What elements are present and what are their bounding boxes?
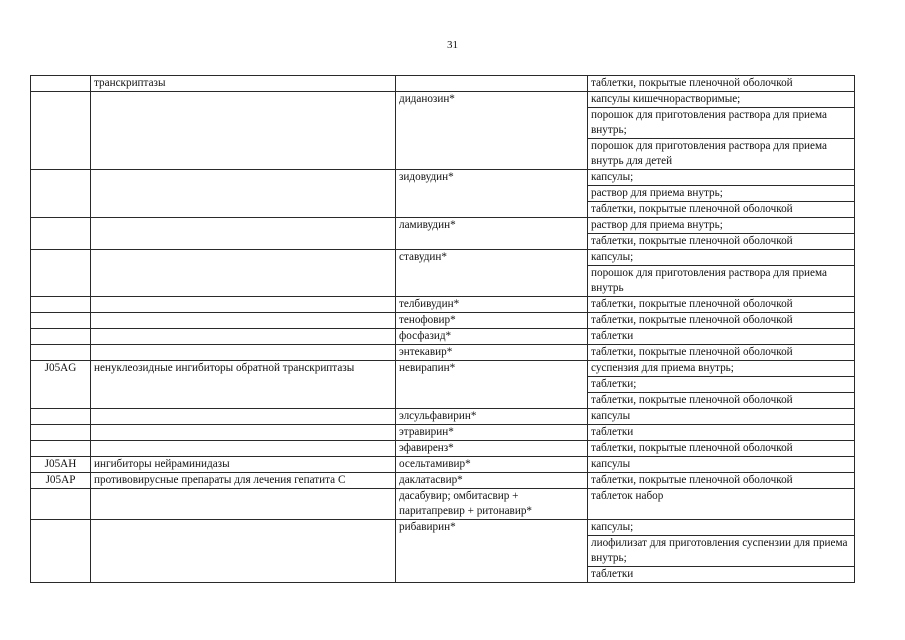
dosage-form-cell: капсулы: [588, 409, 855, 425]
dosage-form-cell: порошок для приготовления раствора для приема внутрь;: [588, 108, 855, 139]
atc-code-cell: [31, 489, 91, 520]
drug-name-cell: телбивудин*: [396, 297, 588, 313]
group-name-cell: [91, 218, 396, 250]
group-name-cell: транскриптазы: [91, 76, 396, 92]
group-name-cell: [91, 520, 396, 583]
table-row: [31, 345, 855, 361]
group-name-cell: [91, 409, 396, 425]
table-row: [31, 441, 855, 457]
drug-name-cell: этравирин*: [396, 425, 588, 441]
dosage-form-cell: капсулы;: [588, 170, 855, 186]
table-row: [31, 76, 855, 92]
dosage-form-cell: таблетки, покрытые пленочной оболочкой: [588, 441, 855, 457]
atc-code-cell: [31, 329, 91, 345]
table-row: [31, 92, 855, 108]
table-row: [31, 170, 855, 186]
dosage-form-cell: таблетки, покрытые пленочной оболочкой: [588, 345, 855, 361]
dosage-form-cell: таблетки, покрытые пленочной оболочкой: [588, 313, 855, 329]
dosage-form-cell: таблетки, покрытые пленочной оболочкой: [588, 473, 855, 489]
drug-name-cell: даклатасвир*: [396, 473, 588, 489]
dosage-form-cell: таблетки, покрытые пленочной оболочкой: [588, 234, 855, 250]
atc-code-cell: [31, 409, 91, 425]
dosage-form-cell: таблетки: [588, 425, 855, 441]
dosage-form-cell: таблетки, покрытые пленочной оболочкой: [588, 393, 855, 409]
atc-code-cell: [31, 441, 91, 457]
group-name-cell: противовирусные препараты для лечения гепатита С: [91, 473, 396, 489]
dosage-form-cell: таблетки, покрытые пленочной оболочкой: [588, 202, 855, 218]
table-row: [31, 457, 855, 473]
atc-code-cell: [31, 345, 91, 361]
table-row: [31, 313, 855, 329]
drug-name-cell: элсульфавирин*: [396, 409, 588, 425]
atc-code-cell: J05AH: [31, 457, 91, 473]
atc-code-cell: [31, 313, 91, 329]
group-name-cell: [91, 313, 396, 329]
dosage-form-cell: капсулы кишечнорастворимые;: [588, 92, 855, 108]
dosage-form-cell: таблетки, покрытые пленочной оболочкой: [588, 76, 855, 92]
dosage-form-cell: суспензия для приема внутрь;: [588, 361, 855, 377]
drug-name-cell: осельтамивир*: [396, 457, 588, 473]
atc-code-cell: J05AP: [31, 473, 91, 489]
group-name-cell: [91, 425, 396, 441]
group-name-cell: ненуклеозидные ингибиторы обратной транскриптазы: [91, 361, 396, 409]
drug-name-cell: тенофовир*: [396, 313, 588, 329]
drug-name-cell: зидовудин*: [396, 170, 588, 218]
drug-name-cell: [396, 76, 588, 92]
drug-name-cell: рибавирин*: [396, 520, 588, 583]
drug-name-cell: невирапин*: [396, 361, 588, 409]
drug-name-cell: диданозин*: [396, 92, 588, 170]
table-row: [31, 297, 855, 313]
atc-code-cell: [31, 218, 91, 250]
dosage-form-cell: таблетки;: [588, 377, 855, 393]
group-name-cell: [91, 170, 396, 218]
group-name-cell: [91, 441, 396, 457]
dosage-form-cell: раствор для приема внутрь;: [588, 218, 855, 234]
dosage-form-cell: таблетки, покрытые пленочной оболочкой: [588, 297, 855, 313]
page-number: 31: [447, 39, 458, 51]
atc-code-cell: [31, 92, 91, 170]
drug-name-cell: ламивудин*: [396, 218, 588, 250]
dosage-form-cell: раствор для приема внутрь;: [588, 186, 855, 202]
table-row: [31, 329, 855, 345]
drug-name-cell: дасабувир; омбитасвир + паритапревир + ритонавир*: [396, 489, 588, 520]
group-name-cell: [91, 345, 396, 361]
dosage-form-cell: капсулы: [588, 457, 855, 473]
drug-name-cell: фосфазид*: [396, 329, 588, 345]
group-name-cell: [91, 92, 396, 170]
table-row: [31, 473, 855, 489]
dosage-form-cell: капсулы;: [588, 250, 855, 266]
atc-code-cell: [31, 250, 91, 297]
atc-code-cell: [31, 170, 91, 218]
table-row: [31, 489, 855, 520]
dosage-form-cell: таблеток набор: [588, 489, 855, 520]
table-row: [31, 218, 855, 234]
atc-code-cell: [31, 297, 91, 313]
dosage-form-cell: таблетки: [588, 567, 855, 583]
dosage-form-cell: порошок для приготовления раствора для приема внутрь для детей: [588, 139, 855, 170]
table-row: [31, 425, 855, 441]
dosage-form-cell: лиофилизат для приготовления суспензии для приема внутрь;: [588, 536, 855, 567]
group-name-cell: ингибиторы нейраминидазы: [91, 457, 396, 473]
atc-code-cell: [31, 520, 91, 583]
group-name-cell: [91, 250, 396, 297]
drug-name-cell: ставудин*: [396, 250, 588, 297]
table-row: [31, 361, 855, 377]
dosage-form-cell: таблетки: [588, 329, 855, 345]
dosage-form-cell: капсулы;: [588, 520, 855, 536]
group-name-cell: [91, 489, 396, 520]
atc-code-cell: J05AG: [31, 361, 91, 409]
group-name-cell: [91, 329, 396, 345]
table-row: [31, 409, 855, 425]
group-name-cell: [91, 297, 396, 313]
drug-name-cell: эфавиренз*: [396, 441, 588, 457]
atc-code-cell: [31, 76, 91, 92]
drug-table: [30, 75, 855, 583]
drug-name-cell: энтекавир*: [396, 345, 588, 361]
table-row: [31, 520, 855, 536]
dosage-form-cell: порошок для приготовления раствора для приема внутрь: [588, 266, 855, 297]
table-row: [31, 250, 855, 266]
atc-code-cell: [31, 425, 91, 441]
